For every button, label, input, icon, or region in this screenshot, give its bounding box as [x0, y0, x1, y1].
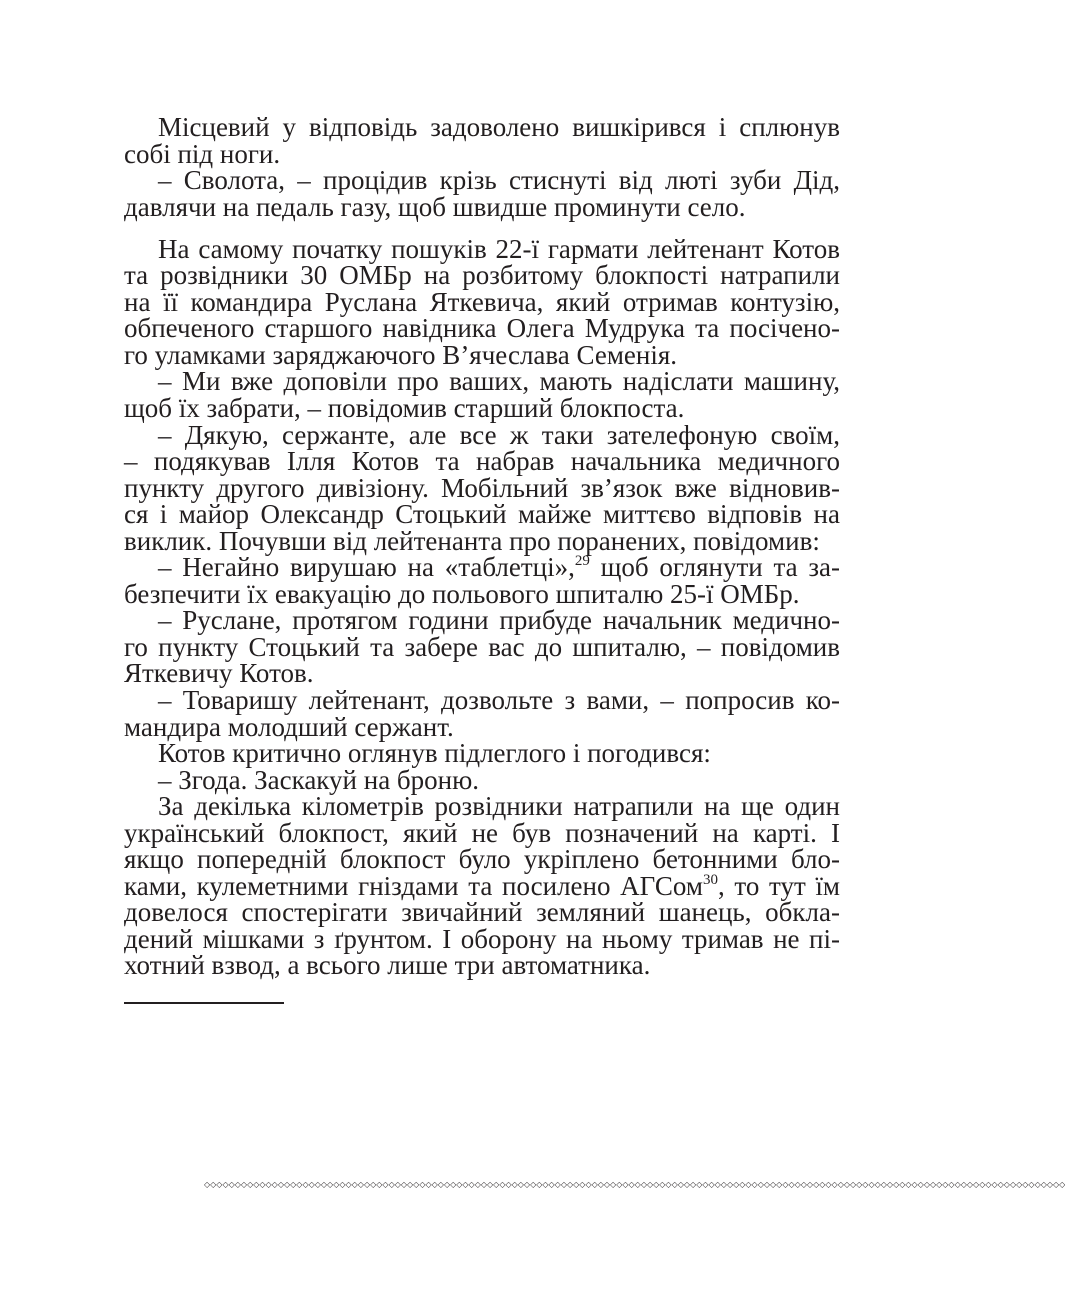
body-line: го уламками заряджаючого В’ячеслава Семенія.	[124, 340, 678, 370]
body-line: пункту другого дивізіону. Мобільний зв’язок вже відновив-	[124, 473, 840, 503]
body-line-part: щоб оглянути та за-	[589, 552, 840, 582]
body-line: мандира молодший сержант.	[124, 712, 454, 742]
body-line: – Руслане, протягом години прибуде начальник медично-	[158, 605, 840, 635]
body-line	[158, 552, 840, 582]
body-line-part: ками, кулеметними гніздами та посилено АГСом	[124, 871, 703, 901]
body-line-part: , то тут їм	[717, 871, 840, 901]
footnote-line	[124, 1106, 840, 1129]
body-line-part: – Негайно вирушаю на «таблетці»,	[158, 552, 575, 582]
footnote-line	[124, 1129, 840, 1152]
body-line: давлячи на педаль газу, щоб швидше проминути село.	[124, 192, 746, 222]
body-line: якщо попередній блокпост було укріплено бетонними бло-	[124, 844, 840, 874]
body-line: собі під ноги.	[124, 139, 281, 169]
body-line: хотний взвод, а всього лише три автоматника.	[124, 950, 651, 980]
body-line: ся і майор Олександр Стоцький майже миттєво відповів на	[124, 499, 840, 529]
body-line: – Згода. Заскакуй на броню.	[158, 765, 480, 795]
body-line: Яткевичу Котов.	[124, 658, 314, 688]
footnote-line	[124, 1060, 840, 1083]
footnote-line	[134, 1083, 840, 1106]
body-line: український блокпост, який не був позначений на карті. І	[124, 818, 840, 848]
body-line: довелося спостерігати звичайний земляний шанець, обкла-	[124, 897, 840, 927]
body-line: – Товаришу лейтенант, дозвольте з вами, – попросив ко-	[158, 685, 840, 715]
footnote-line	[124, 1152, 840, 1175]
body-line: Місцевий у відповідь задоволено вишкірився і сплюнув	[158, 112, 840, 142]
footnote-ref-29: 29	[574, 553, 590, 569]
body-line: безпечити їх евакуацію до польового шпиталю 25-ї ОМБр.	[124, 579, 800, 609]
body-line: На самому початку пошуків 22-ї гармати лейтенант Котов	[158, 234, 840, 264]
body-line: обпеченого старшого навідника Олега Мудрука та посічено-	[124, 313, 840, 343]
footnote-ref-30: 30	[702, 872, 718, 888]
body-line: го пункту Стоцький та забере вас до шпиталю, – повідомив	[124, 632, 840, 662]
footnote-rule	[124, 1002, 284, 1004]
footnote-line	[134, 1014, 840, 1037]
body-line: Котов критично оглянув підлеглого і погодився:	[158, 738, 711, 768]
body-line: дений мішками з ґрунтом. І оборону на ньому тримав не пі-	[124, 924, 840, 954]
body-line: – подякував Ілля Котов та набрав начальника медичного	[124, 446, 840, 476]
body-line: виклик. Почувши від лейтенанта про поранених, повідомив:	[124, 526, 820, 556]
body-line: та розвідники 30 ОМБр на розбитому блокпості натрапили	[124, 260, 840, 290]
body-line: на її командира Руслана Яткевича, який отримав контузію,	[124, 287, 840, 317]
footnote-line	[124, 1037, 840, 1060]
decorative-border-ornament: ◇◇◇◇◇◇◇◇◇◇◇◇◇◇◇◇◇◇◇◇◇◇◇◇◇◇◇◇◇◇◇◇◇◇◇◇◇◇◇◇◇◇◇◇◇◇◇◇◇◇◇◇◇◇◇◇◇◇◇◇◇◇◇◇◇◇◇◇◇◇◇◇◇◇◇◇◇◇◇◇◇◇◇◇◇◇◇◇◇◇◇◇◇◇◇◇◇◇◇◇◇◇◇◇◇◇◇◇◇◇◇◇◇◇◇◇◇◇◇◇◇◇◇◇◇◇◇◇◇◇◇◇◇◇◇◇◇◇◇◇	[204, 1180, 1065, 1189]
body-line: щоб їх забрати, – повідомив старший блокпоста.	[124, 393, 685, 423]
body-line: – Ми вже доповіли про ваших, мають надіслати машину,	[158, 366, 840, 396]
body-line: За декілька кілометрів розвідники натрапили на ще один	[158, 791, 840, 821]
body-line: – Сволота, – процідив крізь стиснуті від люті зуби Дід,	[158, 165, 840, 195]
body-line: – Дякую, сержанте, але все ж таки зателефоную своїм,	[158, 420, 840, 450]
